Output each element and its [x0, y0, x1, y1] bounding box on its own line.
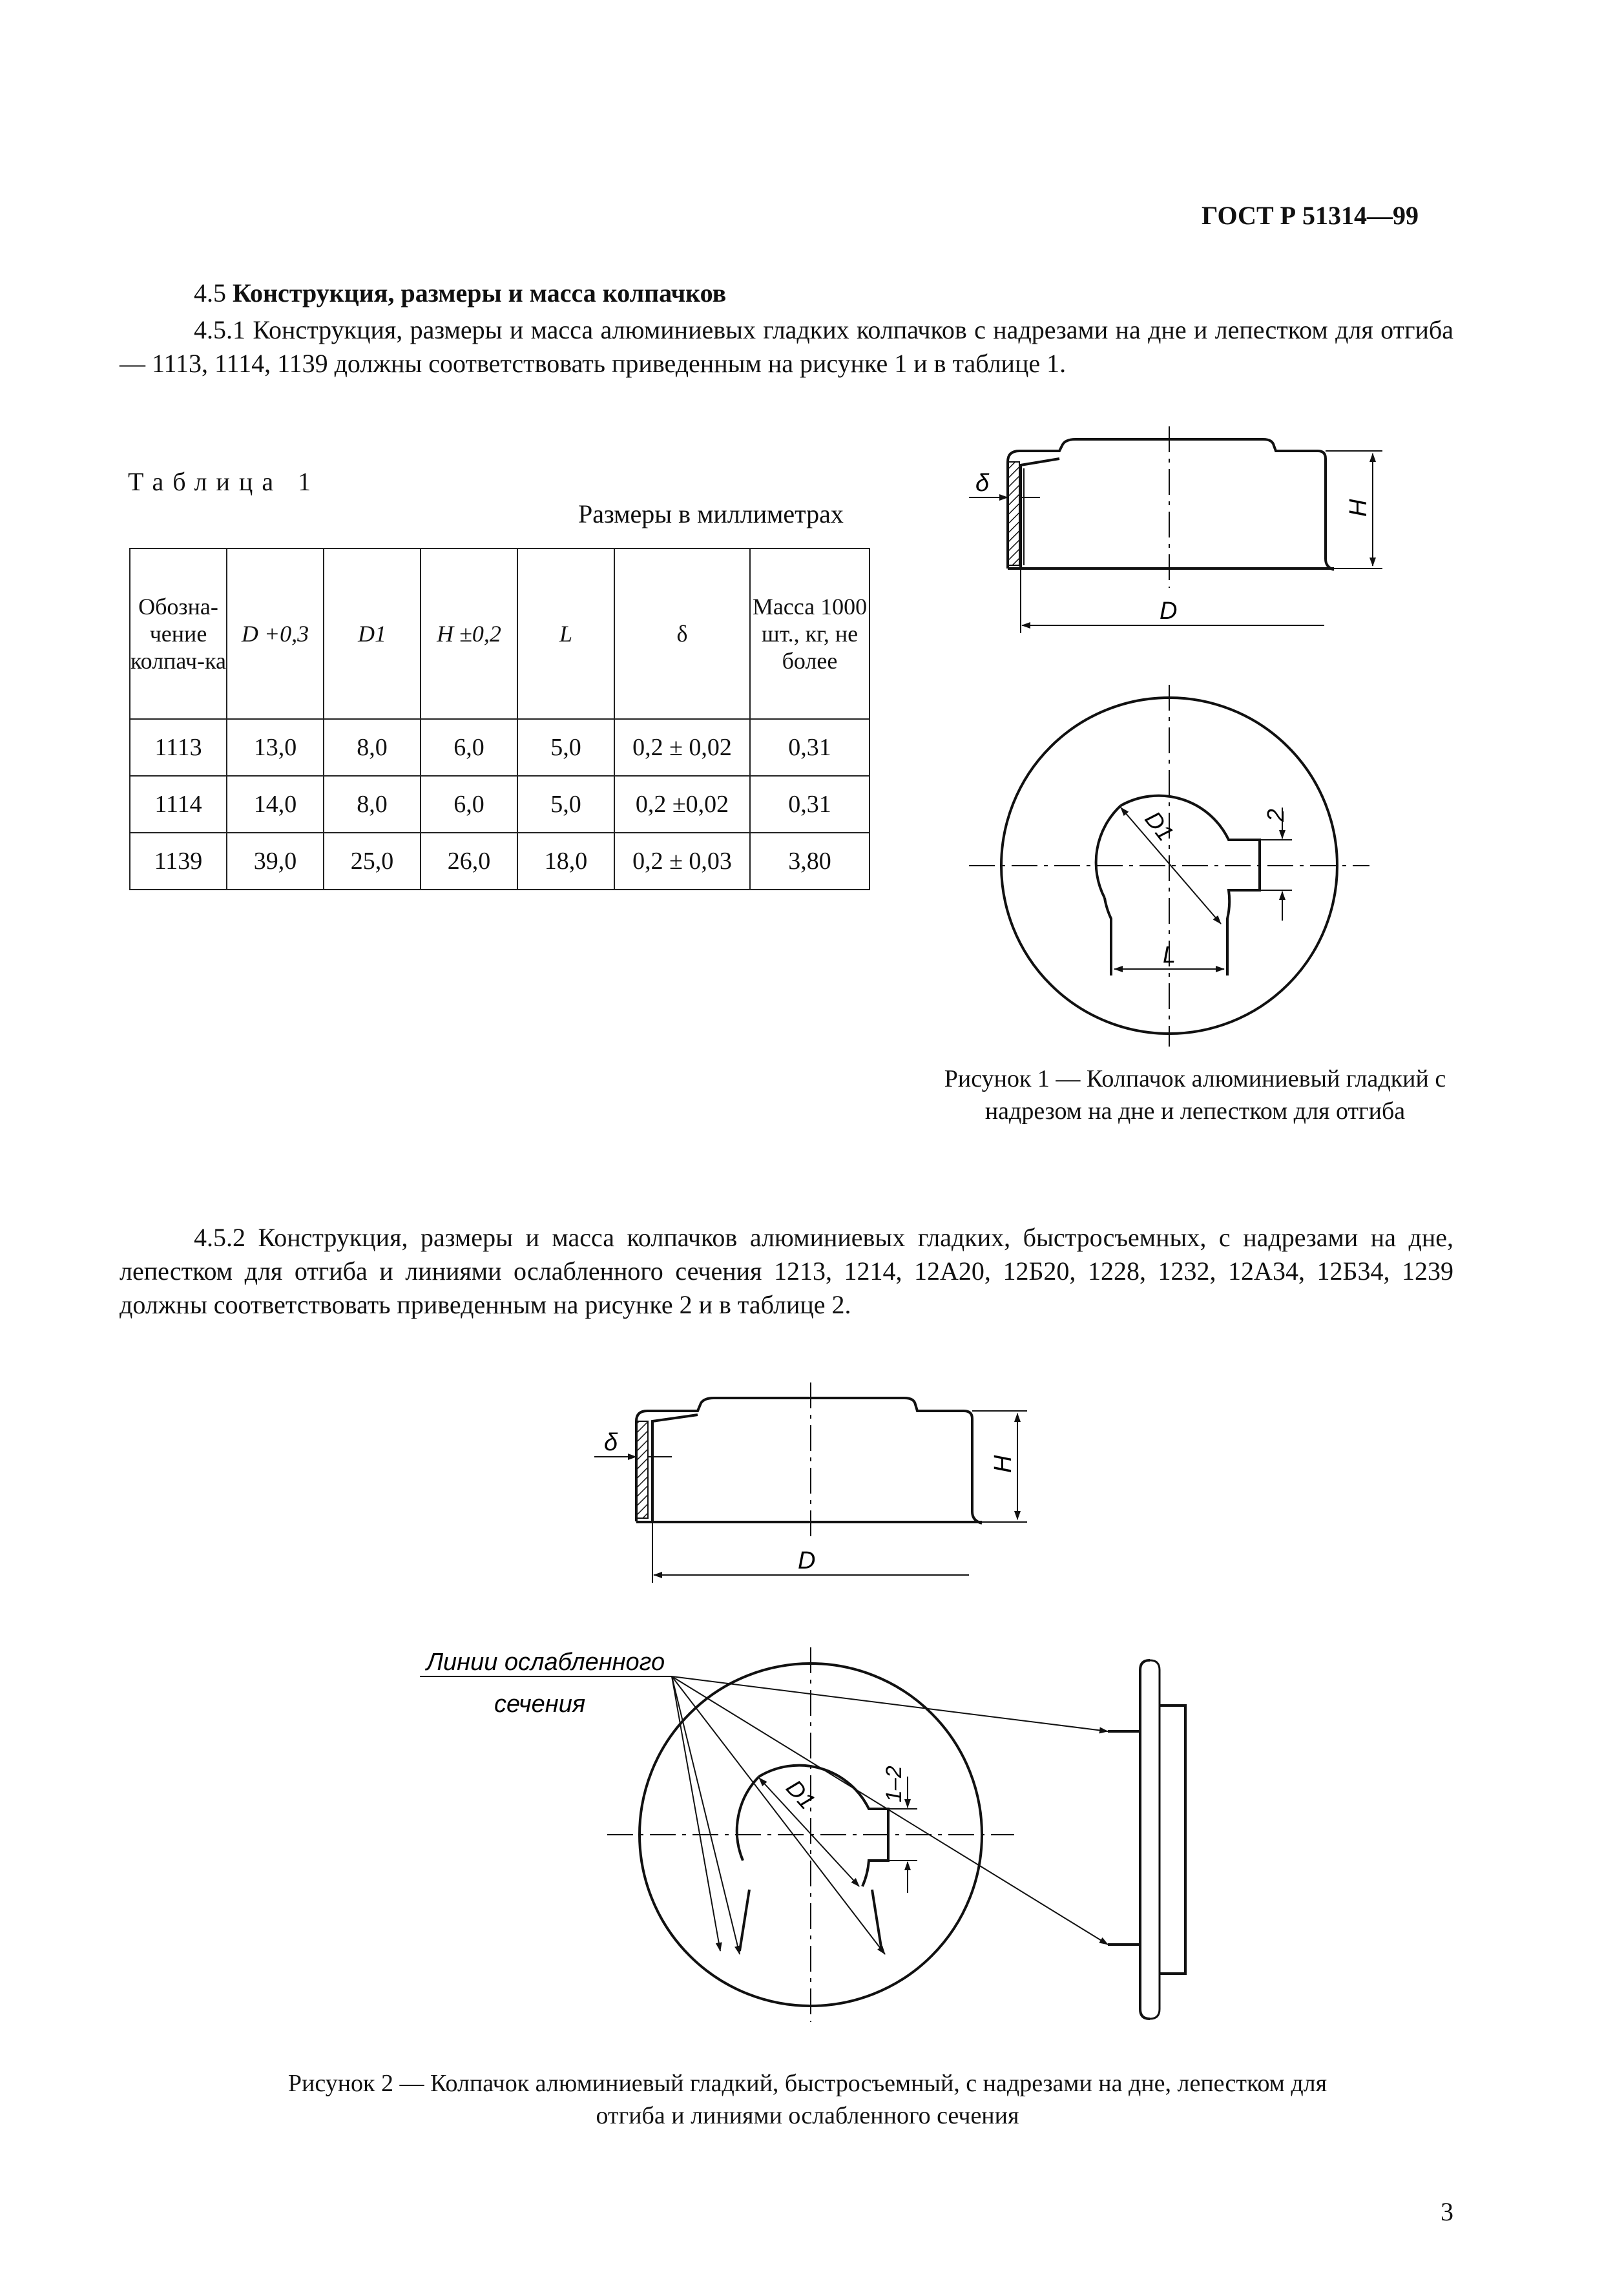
fig1-delta-label: δ: [975, 470, 990, 497]
figure-2-caption: Рисунок 2 — Колпачок алюминиевый гладкий, быстросъемный, с надрезами на дне, лепестком для отгиба и линиями ослабленного сечения: [287, 2070, 1327, 2129]
fig2-delta-label: δ: [604, 1429, 618, 1456]
fig2-one-two-label: 1–2: [882, 1766, 906, 1802]
cap2-top-view: [607, 1647, 1108, 2022]
table-cell: 14,0: [227, 776, 324, 833]
table-header-row: [130, 548, 869, 719]
table-cell: 13,0: [227, 719, 324, 776]
col-delta: δ: [614, 548, 750, 719]
table-cell: 6,0: [421, 776, 517, 833]
fig2-h-label: H: [990, 1455, 1017, 1473]
table-cell: 8,0: [324, 776, 421, 833]
page-number: 3: [1441, 2197, 1453, 2226]
cap-top-view: [969, 685, 1369, 1047]
col-d: D +0,3: [227, 548, 324, 719]
table-cell: 1139: [130, 833, 227, 890]
section-number: 4.5: [194, 278, 226, 308]
col-l: L: [517, 548, 614, 719]
cap2-profile-view: [1108, 1660, 1185, 2019]
table-cell: 8,0: [324, 719, 421, 776]
table-cell: 1114: [130, 776, 227, 833]
table-cell: 39,0: [227, 833, 324, 890]
table-row: [130, 833, 869, 890]
table-title: Таблица 1: [128, 467, 320, 496]
table-cell: 0,2 ±0,02: [614, 776, 750, 833]
col-designation: Обозна-чение колпач-ка: [130, 548, 227, 719]
col-mass: Масса 1000 шт., кг, не более: [750, 548, 869, 719]
paragraph-4-5-1: 4.5.1 Конструкция, размеры и масса алюминиевых гладких колпачков с надрезами на дне и лепестком для отгиба — 1113, 1114, 1139 должны соответствовать приведенным на рисунке 1 и в таблице 1.: [120, 315, 1453, 378]
table-units: Размеры в миллиметрах: [578, 499, 844, 528]
figure-2-drawing: [407, 1370, 1247, 2041]
fig2-weak-lines-label-2: сечения: [494, 1691, 586, 1718]
fig1-d1-label: D1: [1140, 806, 1180, 846]
table-row: [130, 719, 869, 776]
fig2-d-label: D: [798, 1547, 816, 1574]
fig1-h-label: H: [1345, 499, 1372, 517]
fig1-d-label: D: [1160, 598, 1178, 625]
col-h: H ±0,2: [421, 548, 517, 719]
table-cell: 0,31: [750, 719, 869, 776]
cap2-side-view: [636, 1398, 982, 1523]
section-heading: [194, 278, 726, 308]
fig1-two-label: 2: [1262, 808, 1289, 822]
fig1-l-label: L: [1163, 941, 1176, 968]
table-cell: 26,0: [421, 833, 517, 890]
table-cell: 6,0: [421, 719, 517, 776]
section-title: Конструкция, размеры и масса колпачков: [233, 278, 727, 308]
table-row: [130, 776, 869, 833]
table-cell: 0,31: [750, 776, 869, 833]
col-d1: D1: [324, 548, 421, 719]
table-cell: 5,0: [517, 719, 614, 776]
document-header: ГОСТ Р 51314—99: [1202, 201, 1419, 230]
table-cell: 25,0: [324, 833, 421, 890]
table-cell: 3,80: [750, 833, 869, 890]
table-cell: 5,0: [517, 776, 614, 833]
table-cell: 18,0: [517, 833, 614, 890]
fig2-weak-lines-label-1: Линии ослабленного: [426, 1649, 665, 1676]
table-cell: 1113: [130, 719, 227, 776]
figure-1-caption: Рисунок 1 — Колпачок алюминиевый гладкий с надрезом на дне и лепестком для отгиба: [944, 1065, 1446, 1125]
cap-side-view: [1008, 439, 1334, 570]
table-cell: 0,2 ± 0,02: [614, 719, 750, 776]
figure-1-drawing: [956, 420, 1447, 1053]
paragraph-4-5-2: 4.5.2 Конструкция, размеры и масса колпачков алюминиевых гладких, быстросъемных, с надрезами на дне, лепестком для отгиба и линиями ослабленного сечения 1213, 1214, 12А20, 12Б20, 1228, 1232, 12А34, 12Б34, 1239 должны соответствовать приведенным на рисунке 2 и в таблице 2.: [120, 1223, 1453, 1319]
table-1: [129, 548, 870, 890]
fig2-d1-label: D1: [781, 1774, 821, 1815]
table-cell: 0,2 ± 0,03: [614, 833, 750, 890]
